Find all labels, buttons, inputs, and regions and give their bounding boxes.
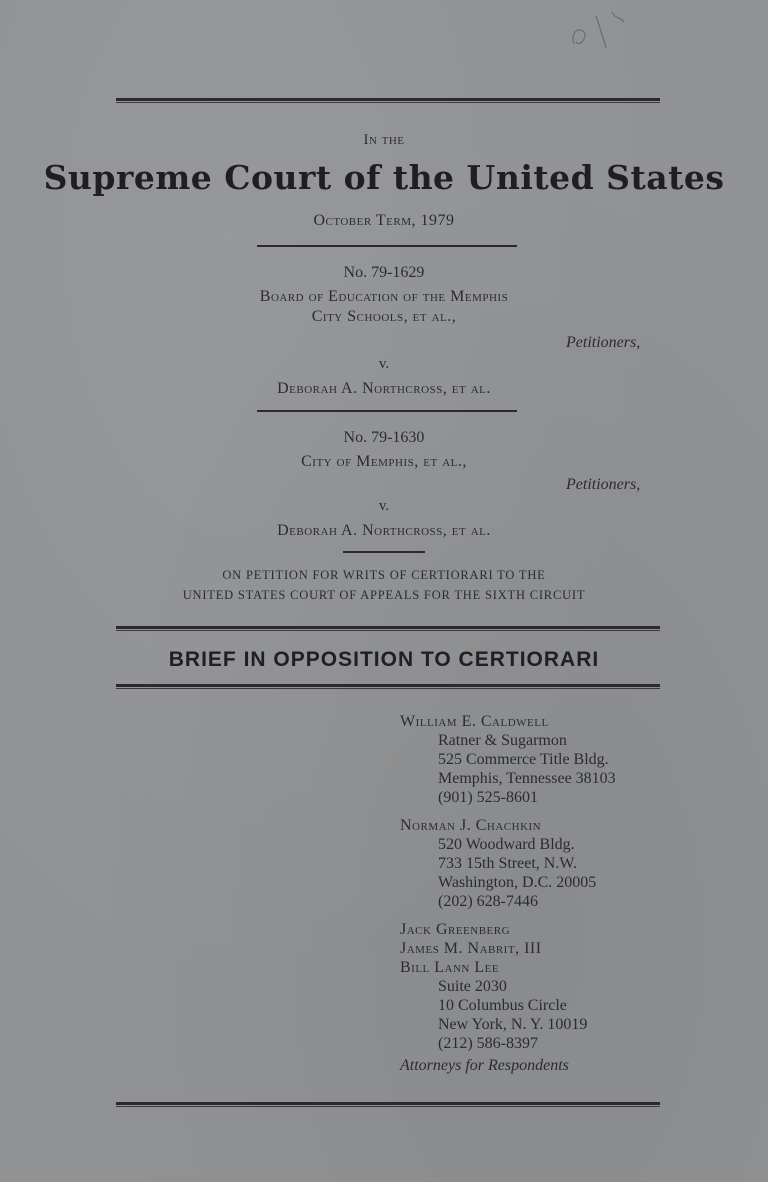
caldwell-line: 525 Commerce Title Bldg. [438,751,609,768]
case1-role: Petitioners, [566,334,641,351]
case1-party-line2: City Schools, et al., [311,308,457,325]
attorneys-for-respondents: Attorneys for Respondents [400,1057,569,1074]
case1-versus: v. [378,356,390,372]
attorney-lee: Bill Lann Lee [400,959,500,976]
brief-lower-rule [116,684,660,689]
top-double-rule [116,98,660,103]
nyc-office-line: New York, N. Y. 10019 [438,1016,588,1033]
case1-party-line1: Board of Education of the Memphis [259,288,509,305]
case2-respondent: Deborah A. Northcross, et al. [277,522,491,539]
bottom-double-rule [116,1102,660,1107]
in-the-label: In the [363,132,405,148]
handwritten-mark [566,4,646,54]
case2-versus: v. [378,498,390,514]
chachkin-line: Washington, D.C. 20005 [438,874,597,891]
caldwell-line: (901) 525-8601 [438,789,538,806]
case-divider [257,410,517,412]
case2-party-line1: City of Memphis, et al., [301,453,467,470]
nyc-office-line: (212) 586-8397 [438,1035,538,1052]
court-title: Supreme Court of the United States [43,158,725,197]
term-divider [257,245,517,247]
case2-number: No. 79-1630 [343,429,425,446]
chachkin-line: 520 Woodward Bldg. [438,836,575,853]
petition-divider [343,551,425,553]
attorney-caldwell: William E. Caldwell [400,713,549,730]
brief-title: BRIEF IN OPPOSITION TO CERTIORARI [168,648,600,671]
term-label: October Term, 1979 [313,212,455,229]
chachkin-line: 733 15th Street, N.W. [438,855,577,872]
caldwell-line: Ratner & Sugarmon [438,732,567,749]
nyc-office-line: 10 Columbus Circle [438,997,567,1014]
case1-number: No. 79-1629 [343,264,425,281]
attorney-greenberg: Jack Greenberg [400,921,511,938]
case2-role: Petitioners, [566,476,641,493]
nyc-office-line: Suite 2030 [438,978,507,995]
caldwell-line: Memphis, Tennessee 38103 [438,770,616,787]
attorney-chachkin: Norman J. Chachkin [400,817,542,834]
attorney-nabrit: James M. Nabrit, III [400,940,542,957]
petition-line1: ON PETITION FOR WRITS OF CERTIORARI TO THE [222,568,546,582]
petition-line2: UNITED STATES COURT OF APPEALS FOR THE SIXTH CIRCUIT [182,588,586,602]
case1-respondent: Deborah A. Northcross, et al. [277,380,491,397]
brief-upper-rule [116,626,660,631]
chachkin-line: (202) 628-7446 [438,893,538,910]
